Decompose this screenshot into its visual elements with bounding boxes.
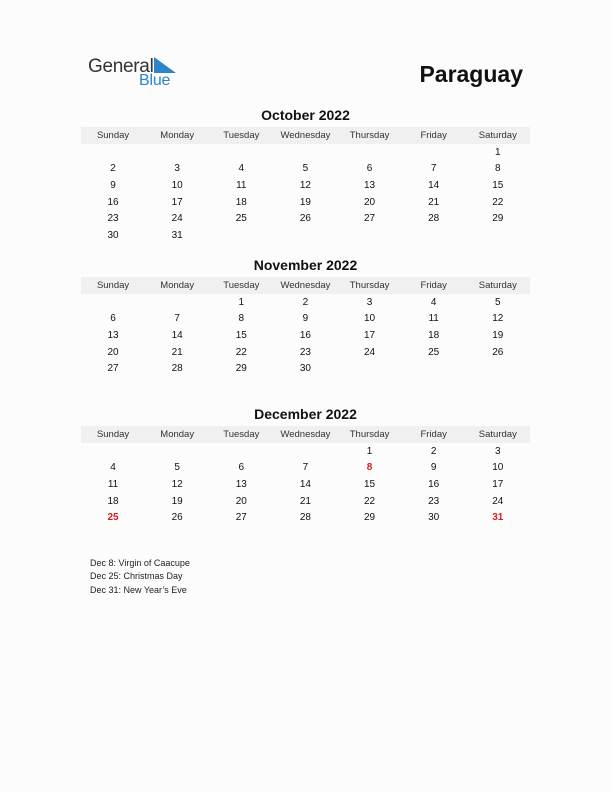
day-cell: 4 [110,462,116,474]
day-cell: 20 [235,495,247,507]
weekday-label: Saturday [478,280,517,291]
day-cell: 2 [110,163,116,175]
day-cell: 26 [171,512,183,524]
day-cell: 21 [299,495,311,507]
day-cell: 21 [428,196,440,208]
day-cell: 3 [174,163,180,175]
week-row [81,210,530,227]
day-cell: 7 [430,163,437,175]
day-cell: 13 [107,329,119,341]
day-cell: 6 [110,313,116,325]
weekday-header-row [81,426,530,443]
day-cell: 12 [492,313,504,325]
day-cell: 10 [492,462,504,474]
day-cell: 26 [299,213,311,225]
day-cell: 2 [430,445,437,457]
holiday-day-cell: 8 [366,462,373,474]
day-cell: 16 [428,478,440,490]
brand-logo [88,56,188,92]
day-cell: 27 [235,512,247,524]
day-cell: 11 [107,478,119,490]
day-cell: 30 [299,363,311,375]
weekday-label: Saturday [478,429,517,440]
holiday-note: Dec 8: Virgin of Caacupe [90,558,190,568]
logo-text-blue: Blue [139,72,171,89]
week-row [81,493,530,510]
day-cell: 10 [364,313,376,325]
weekday-label: Tuesday [223,429,260,440]
week-row [81,509,530,526]
week-row [81,227,530,244]
day-cell: 1 [366,445,373,457]
week-row [81,311,530,328]
weekday-label: Friday [420,280,447,291]
day-cell: 3 [495,445,501,457]
day-cell: 7 [174,313,180,325]
weekday-label: Friday [420,130,447,141]
day-cell: 3 [366,296,373,308]
weekday-label: Wednesday [280,429,331,440]
day-cell: 14 [299,478,311,490]
day-cell: 29 [492,213,504,225]
day-cell: 2 [302,296,309,308]
day-cell: 22 [235,346,247,358]
day-cell: 20 [364,196,376,208]
day-cell: 1 [495,146,501,158]
day-cell: 13 [364,179,376,191]
day-cell: 17 [492,478,504,490]
day-cell: 6 [238,462,245,474]
day-cell: 31 [171,229,183,241]
day-cell: 18 [107,495,119,507]
holiday-notes [90,557,190,597]
day-cell: 18 [235,196,247,208]
day-cell: 22 [364,495,376,507]
day-cell: 8 [238,313,245,325]
weekday-label: Monday [160,429,195,440]
day-cell: 9 [430,462,437,474]
day-cell: 21 [171,346,183,358]
day-cell: 20 [107,346,119,358]
weekday-label: Sunday [96,280,130,291]
day-cell: 16 [107,196,119,208]
month-calendar-december [81,405,530,526]
day-cell: 7 [302,462,309,474]
month-title: November 2022 [253,257,358,273]
week-row [81,194,530,211]
day-cell: 23 [299,346,311,358]
day-cell: 27 [107,363,119,375]
day-cell: 1 [238,296,245,308]
weekday-label: Monday [160,280,195,291]
week-row [81,177,530,194]
day-cell: 9 [110,179,116,191]
day-cell: 30 [107,229,119,241]
day-cell: 13 [235,478,247,490]
day-cell: 15 [364,478,376,490]
day-cell: 12 [299,179,311,191]
weekday-label: Saturday [478,130,517,141]
day-cell: 23 [107,213,119,225]
week-row [81,460,530,477]
logo-text-general: General [88,56,154,77]
weekday-label: Wednesday [280,280,331,291]
holiday-note: Dec 31: New Year’s Eve [90,584,187,595]
month-calendar-october [81,106,530,244]
day-cell: 8 [495,163,501,175]
day-cell: 10 [171,179,183,191]
day-cell: 24 [492,495,504,507]
day-cell: 12 [171,478,183,490]
week-row [81,476,530,493]
day-cell: 29 [235,363,247,375]
day-cell: 27 [364,213,376,225]
day-cell: 4 [430,296,437,308]
day-cell: 22 [492,196,504,208]
day-cell: 15 [492,179,504,191]
week-row [81,443,530,460]
week-row [81,161,530,178]
day-cell: 14 [428,179,440,191]
day-cell: 24 [171,213,183,225]
day-cell: 5 [174,462,180,474]
weekday-label: Monday [160,130,195,141]
day-cell: 28 [428,213,440,225]
day-cell: 15 [235,329,247,341]
day-cell: 5 [495,296,501,308]
day-cell: 28 [299,512,311,524]
weekday-label: Thursday [349,130,390,141]
weekday-header-row [81,277,530,294]
day-cell: 6 [366,163,373,175]
week-row [81,344,530,361]
day-cell: 14 [171,329,183,341]
day-cell: 26 [492,346,504,358]
week-row [81,144,530,161]
day-cell: 23 [428,495,440,507]
weekday-label: Friday [420,429,447,440]
month-title: October 2022 [261,107,350,123]
week-row [81,327,530,344]
month-title: December 2022 [254,406,357,422]
day-cell: 18 [428,329,440,341]
day-cell: 19 [171,495,183,507]
week-row [81,294,530,311]
month-calendar-november [81,256,530,377]
weekday-label: Sunday [96,130,130,141]
weekday-label: Thursday [349,429,390,440]
day-cell: 19 [299,196,311,208]
day-cell: 17 [171,196,183,208]
week-row [81,360,530,377]
holiday-note: Dec 25: Christmas Day [90,571,183,582]
day-cell: 11 [236,179,247,191]
weekday-label: Tuesday [223,280,260,291]
day-cell: 30 [428,512,440,524]
day-cell: 17 [364,329,376,341]
day-cell: 11 [428,313,439,325]
weekday-label: Thursday [349,280,390,291]
day-cell: 25 [235,213,247,225]
weekday-label: Wednesday [280,130,331,141]
holiday-day-cell: 25 [107,512,119,524]
day-cell: 24 [364,346,376,358]
weekday-label: Sunday [96,429,130,440]
day-cell: 28 [171,363,183,375]
day-cell: 25 [428,346,440,358]
day-cell: 19 [492,329,504,341]
country-title: Paraguay [419,61,523,87]
day-cell: 16 [299,329,311,341]
logo-triangle-icon [154,57,176,73]
day-cell: 29 [364,512,376,524]
day-cell: 9 [302,313,309,325]
weekday-label: Tuesday [223,130,260,141]
weekday-header-row [81,127,530,144]
holiday-day-cell: 31 [492,512,504,524]
day-cell: 4 [238,163,245,175]
day-cell: 5 [302,163,309,175]
